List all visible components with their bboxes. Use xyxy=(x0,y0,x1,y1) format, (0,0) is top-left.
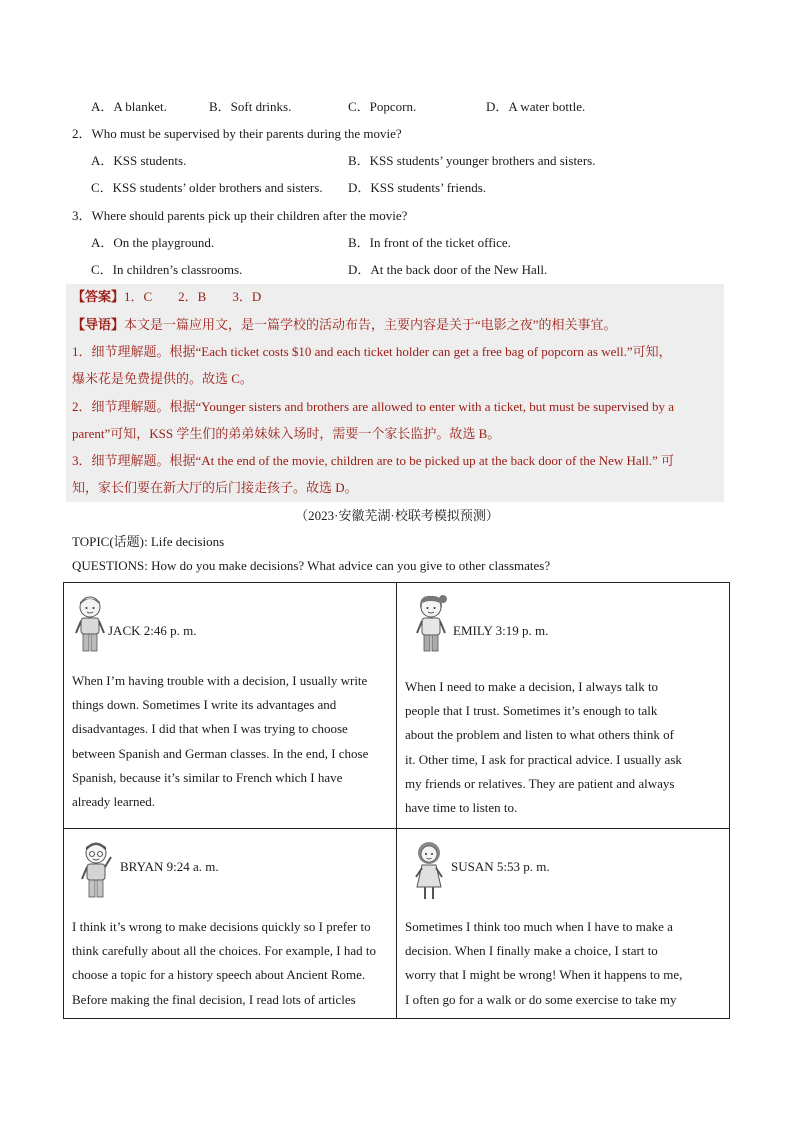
post-line: people that I trust. Sometimes it’s enough to talk xyxy=(405,703,658,719)
guide-label: 【导语】 xyxy=(72,317,125,332)
post-line: think carefully about all the choices. For example, I had to xyxy=(72,943,376,959)
post-line: I often go for a walk or do some exercise to take my xyxy=(405,991,677,1007)
guide-text: 本文是一篇应用文，是一篇学校的活动布告，主要内容是关于“电影之夜”的相关事宜。 xyxy=(124,317,617,332)
post-susan xyxy=(397,829,730,1019)
post-emily xyxy=(397,583,730,829)
post-body xyxy=(405,675,721,820)
post-line: choose a topic for a history speech about Ancient Rome. xyxy=(72,967,366,983)
topic-line: TOPIC(话题): Life decisions xyxy=(72,534,225,549)
post-line: my friends or relatives. They are patient and always xyxy=(405,775,675,791)
explanation-1-line-2: 爆米花是免费提供的。故选 C。 xyxy=(72,371,253,386)
post-line: have time to listen to. xyxy=(405,800,518,816)
q3-option-d: D．At the back door of the New Hall. xyxy=(348,262,548,277)
post-author: JACK 2:46 p. m. xyxy=(108,623,197,638)
q2-option-a: A．KSS students. xyxy=(91,153,187,168)
q1-option-a: A．A blanket. xyxy=(91,99,167,114)
q3-option-a: A．On the playground. xyxy=(91,235,215,250)
q1-option-d: D．A water bottle. xyxy=(486,99,586,114)
explanation-2-line-1: 2．细节理解题。根据“Younger sisters and brothers are allowed to enter with a ticket, but must be supervised by a xyxy=(72,399,674,414)
q2-option-c: C．KSS students’ older brothers and sisters. xyxy=(91,180,323,195)
post-line: When I need to make a decision, I always talk to xyxy=(405,679,659,694)
post-line: When I’m having trouble with a decision, I usually write xyxy=(72,673,368,688)
posts-table xyxy=(63,582,730,1019)
q3-stem: 3．Where should parents pick up their children after the movie? xyxy=(72,208,408,223)
post-line: Spanish, because it’s similar to French which I have xyxy=(72,769,343,785)
q3-option-b: B．In front of the ticket office. xyxy=(348,235,511,250)
post-line: between Spanish and German classes. In the end, I chose xyxy=(72,745,369,761)
boy-avatar-icon xyxy=(72,593,108,657)
post-line: decision. When I finally make a choice, I start to xyxy=(405,943,658,959)
post-body xyxy=(72,669,388,814)
explanation-3-line-2: 知，家长们要在新大厅的后门接走孩子。故选 D。 xyxy=(72,480,358,495)
q2-stem: 2．Who must be supervised by their parents during the movie? xyxy=(72,126,402,141)
source-citation: （2023·安徽芜湖·校联考模拟预测） xyxy=(295,508,499,523)
post-line: it. Other time, I ask for practical advice. I usually ask xyxy=(405,751,682,767)
post-line: I think it’s wrong to make decisions quickly so I prefer to xyxy=(72,919,371,934)
q1-option-c: C．Popcorn. xyxy=(348,99,417,114)
post-line: about the problem and listen to what others think of xyxy=(405,727,674,743)
q1-option-b: B．Soft drinks. xyxy=(209,99,292,114)
questions-line: QUESTIONS: How do you make decisions? What advice can you give to other classmates? xyxy=(72,558,551,573)
explanation-2-line-2: parent”可知，KSS 学生们的弟弟妹妹入场时，需要一个家长监护。故选 B。 xyxy=(72,426,501,441)
post-author: EMILY 3:19 p. m. xyxy=(453,623,549,638)
post-author: SUSAN 5:53 p. m. xyxy=(451,859,550,874)
post-bryan xyxy=(64,829,397,1019)
q3-option-c: C．In children’s classrooms. xyxy=(91,262,243,277)
answer-line xyxy=(72,286,261,305)
post-author: BRYAN 9:24 a. m. xyxy=(120,859,219,874)
post-line: worry that I might be wrong! When it happens to me, xyxy=(405,967,683,983)
girl-dress-avatar-icon xyxy=(411,839,447,903)
q2-option-b: B．KSS students’ younger brothers and sisters. xyxy=(348,153,596,168)
q2-option-d: D．KSS students’ friends. xyxy=(348,180,487,195)
post-line: already learned. xyxy=(72,794,156,810)
post-line: Before making the final decision, I read lots of articles xyxy=(72,991,356,1007)
post-line: disadvantages. I did that when I was trying to choose xyxy=(72,721,348,737)
answer-text: 1．C 2．B 3．D xyxy=(124,289,262,304)
post-body xyxy=(72,915,388,1012)
post-line: Sometimes I think too much when I have to make a xyxy=(405,919,673,934)
post-jack xyxy=(64,583,397,829)
answer-label: 【答案】 xyxy=(72,289,125,304)
post-line: things down. Sometimes I write its advantages and xyxy=(72,697,337,713)
explanation-3-line-1: 3．细节理解题。根据“At the end of the movie, children are to be picked up at the back door of the New Hall.” 可 xyxy=(72,453,675,468)
guide-line xyxy=(72,314,617,333)
boy-glasses-avatar-icon xyxy=(78,839,114,903)
post-body xyxy=(405,915,721,1012)
explanation-1-line-1: 1．细节理解题。根据“Each ticket costs $10 and each ticket holder can get a free bag of popcorn as well.”可知， xyxy=(72,344,672,359)
girl-avatar-icon xyxy=(413,593,449,657)
